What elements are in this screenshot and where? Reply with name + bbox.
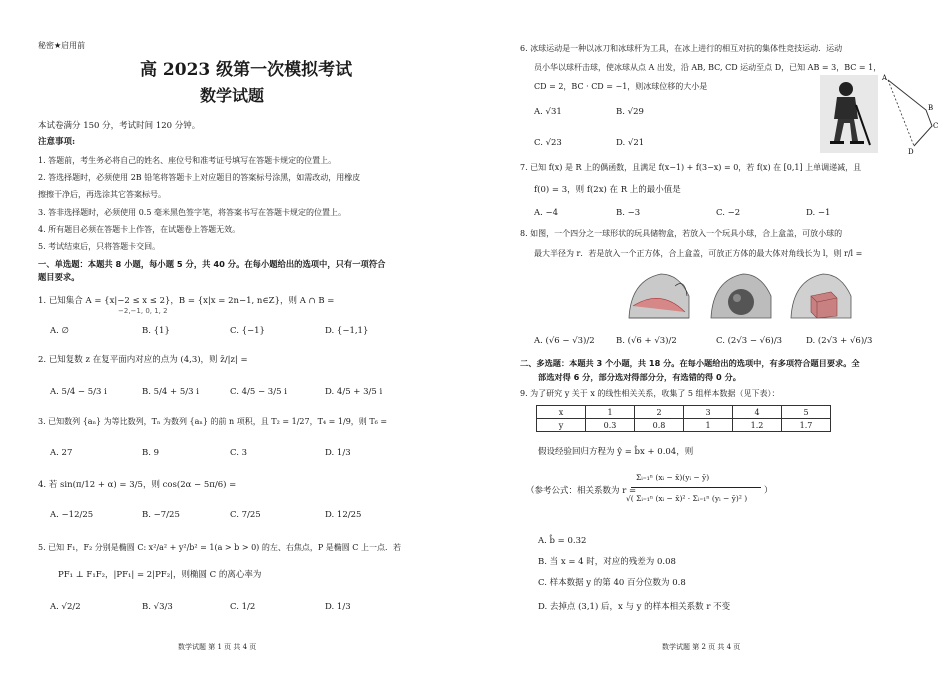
q3-option-d: D. 1/3 [325,448,351,458]
q1-stem: 1. 已知集合 A = {x|−2 ≤ x ≤ 2}，B = {x|x = 2n−1, n∈Z}，则 A ∩ B = [38,296,335,306]
table-cell: 0.3 [586,419,635,432]
table-cell: 4 [733,406,782,419]
q7-line-1: 7. 已知 f(x) 是 R 上的偶函数，且满足 f(x−1) + f(3−x) = 0，若 f(x) 在 [0,1] 上单调递减，且 [520,163,862,172]
notice-title: 注意事项: [38,137,76,147]
q6-option-d: D. √21 [616,138,645,148]
q9-formula-close: ） [764,486,773,496]
hockey-player-photo [820,75,878,153]
q2-option-b: B. 5/4 + 5/3 i [142,387,199,397]
q6-option-b: B. √29 [616,107,644,117]
q6-option-c: C. √23 [534,138,562,148]
q7-option-c: C. −2 [716,208,741,218]
q9-stem: 9. 为了研究 y 关于 x 的线性相关关系，收集了 5 组样本数据（见下表）： [520,389,780,398]
q1-option-c: C. {−1} [230,326,265,336]
q9-option-c: C. 样本数据 y 的第 40 百分位数为 0.8 [538,578,686,588]
box-with-cube-figure [791,274,851,318]
q4-stem: 4. 若 sin(π/12 + α) = 3/5，则 cos(2α − 5π/6) = [38,480,237,490]
q2-option-c: C. 4/5 − 3/5 i [230,387,287,397]
exam-title: 高 2023 级第一次模拟考试 [140,60,353,80]
q9-model: 假设经验回归方程为 ŷ = b̂x + 0.04，则 [538,447,694,457]
notice-2-cont: 擦擦干净后，再选涂其它答案标号。 [38,190,166,199]
q6-line-2: 员小华以球杆击球，使冰球从点 A 出发，沿 AB, BC, CD 运动至点 D，已知 AB = 3，BC = 1， [534,63,882,72]
section-1-heading-cont: 题目要求。 [38,272,80,282]
box-with-ball-figure [711,274,771,318]
section-2-heading-cont: 部选对得 6 分，部分选对得部分分，有选错的得 0 分。 [538,372,741,382]
q4-option-c: C. 7/25 [230,510,261,520]
q6-option-a: A. √31 [534,107,562,117]
point-d-label: D [908,148,914,156]
q8-option-d: D. (2√3 + √6)/3 [806,336,873,346]
quarter-sphere-box-figures [621,266,861,332]
table-row [537,419,831,432]
q7-option-a: A. −4 [534,208,559,218]
q8-option-a: A. (√6 − √3)/2 [534,336,595,346]
q4-option-d: D. 12/25 [325,510,362,520]
q1-option-b: B. {1} [142,326,170,336]
table-cell: 1.7 [782,419,831,432]
section-1-heading: 一、单选题：本题共 8 小题，每小题 5 分，共 40 分。在每小题给出的选项中，只有一项符合 [38,259,386,269]
q9-data-table [536,405,831,432]
notice-1: 1. 答题前，考生务必将自己的姓名、座位号和准考证号填写在答题卡规定的位置上。 [38,156,337,165]
puck-path-diagram [880,72,940,156]
table-cell: x [537,406,586,419]
table-cell: 2 [635,406,684,419]
q2-option-d: D. 4/5 + 3/5 i [325,387,383,397]
q2-stem: 2. 已知复数 z 在复平面内对应的点为 (4,3)，则 z̄/|z| = [38,355,248,365]
notice-4: 4. 所有题目必须在答题卡上作答，在试题卷上答题无效。 [38,225,241,234]
table-header-row [537,406,831,419]
table-cell: 3 [684,406,733,419]
q1-handwritten-note: −2,−1, 0, 1, 2 [118,307,168,315]
exam-page-2 [476,0,950,691]
q3-stem: 3. 已知数列 {aₙ} 为等比数列，Tₙ 为数列 {aₙ} 的前 n 项积，且 T₂ = 1/27，T₄ = 1/9，则 T₆ = [38,417,388,426]
table-cell: 5 [782,406,831,419]
open-box-figure [629,274,689,318]
q9-formula-denominator: √( Σᵢ₌₁ⁿ (xᵢ − x̄)² · Σᵢ₌₁ⁿ (yᵢ − ȳ)² ) [626,494,748,503]
q5-option-c: C. 1/2 [230,602,256,612]
q9-option-b: B. 当 x = 4 时，对应的残差为 0.08 [538,557,676,567]
notice-5: 5. 考试结束后，只将答题卡交回。 [38,242,161,251]
notice-3: 3. 答非选择题时，必须使用 0.5 毫米黑色签字笔，将答案书写在答题卡规定的位置上。 [38,208,346,217]
q6-line-1: 6. 冰球运动是一种以冰刀和冰球杆为工具，在冰上进行的相互对抗的集体性竞技运动．运动 [520,44,843,53]
q8-line-2: 最大半径为 r．若是放入一个正方体，合上盒盖，可放正方体的最大体对角线长为 l，则 r/l = [534,249,863,258]
q7-option-d: D. −1 [806,208,831,218]
page-2-footer: 数学试题 第 2 页 共 4 页 [662,643,741,651]
point-a-label: A [882,74,888,82]
q5-option-b: B. √3/3 [142,602,173,612]
exam-info: 本试卷满分 150 分，考试时间 120 分钟。 [38,121,201,131]
q5-stem-cont: PF₁ ⊥ F₁F₂，|PF₁| = 2|PF₂|，则椭圆 C 的离心率为 [58,570,262,580]
q7-option-b: B. −3 [616,208,641,218]
q1-option-a: A. ∅ [50,326,69,336]
q1-option-d: D. {−1,1} [325,326,369,336]
formula-fraction-bar [631,487,761,488]
q4-option-b: B. −7/25 [142,510,180,520]
q5-option-a: A. √2/2 [50,602,81,612]
q6-line-3: CD = 2，BC · CD = −1，则冰球位移的大小是 [534,82,708,91]
section-2-heading: 二、多选题：本题共 3 个小题，共 18 分。在每小题给出的选项中，有多项符合题目要求。全 [520,358,860,368]
confidential-label: 秘密★启用前 [38,41,86,50]
q2-option-a: A. 5/4 − 5/3 i [50,387,107,397]
q4-option-a: A. −12/25 [50,510,94,520]
q9-option-a: A. b̂ = 0.32 [538,536,587,546]
q5-option-d: D. 1/3 [325,602,351,612]
table-cell: 1 [586,406,635,419]
q9-formula-numerator: Σᵢ₌₁ⁿ (xᵢ − x̄)(yᵢ − ȳ) [636,473,710,482]
q8-option-b: B. (√6 + √3)/2 [616,336,677,346]
page-1-footer: 数学试题 第 1 页 共 4 页 [178,643,257,651]
q3-option-b: B. 9 [142,448,160,458]
table-cell: 1 [684,419,733,432]
q9-option-d: D. 去掉点 (3,1) 后，x 与 y 的样本相关系数 r 不变 [538,602,731,612]
notice-2: 2. 答选择题时，必须使用 2B 铅笔将答题卡上对应题目的答案标号涂黑，如需改动，用橡皮 [38,173,361,182]
point-b-label: B [928,104,934,112]
exam-subtitle: 数学试题 [200,86,265,105]
point-c-label: C [933,122,939,130]
q8-line-1: 8. 如图，一个四分之一球形状的玩具储物盒，若放入一个玩具小球，合上盒盖，可放小球的 [520,229,843,238]
table-cell: 0.8 [635,419,684,432]
table-cell: 1.2 [733,419,782,432]
q3-option-a: A. 27 [50,448,73,458]
q7-line-2: f(0) = 3，则 f(2x) 在 R 上的最小值是 [534,185,681,195]
q3-option-c: C. 3 [230,448,248,458]
q9-formula-label: （参考公式：相关系数为 r = [526,486,637,496]
table-cell: y [537,419,586,432]
q8-option-c: C. (2√3 − √6)/3 [716,336,783,346]
q5-stem: 5. 已知 F₁，F₂ 分别是椭圆 C: x²/a² + y²/b² = 1(a > b > 0) 的左、右焦点，P 是椭圆 C 上一点．若 [38,543,401,552]
